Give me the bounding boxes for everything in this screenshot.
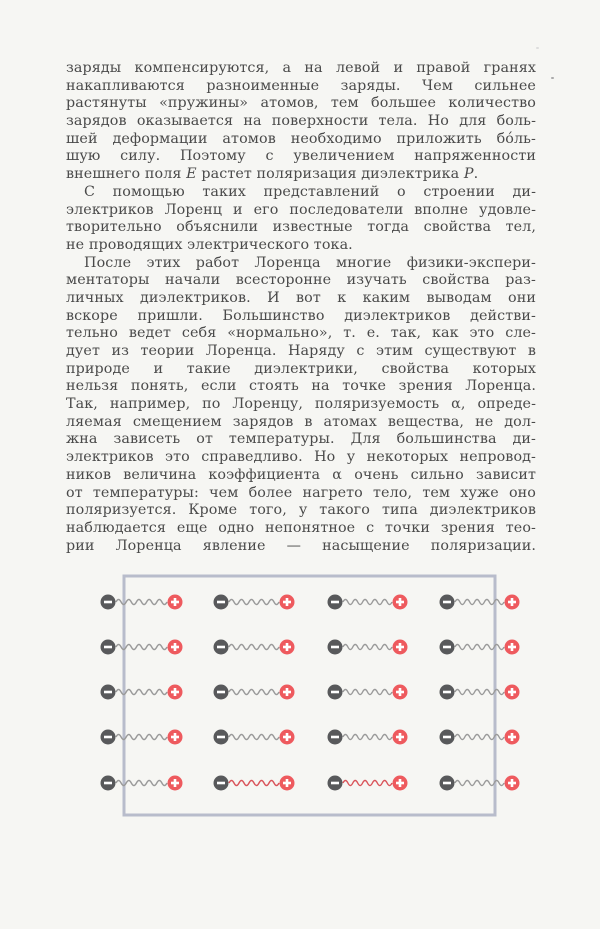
positive-charge-icon — [393, 595, 408, 610]
negative-charge-icon — [328, 730, 343, 745]
spring-icon — [455, 690, 504, 695]
negative-charge-icon — [214, 640, 229, 655]
negative-charge-icon — [328, 640, 343, 655]
polarized-atom — [328, 685, 408, 700]
spring-icon — [229, 600, 279, 605]
polarized-atom — [440, 595, 520, 610]
negative-charge-icon — [101, 595, 116, 610]
page-speck — [551, 77, 554, 79]
text-line: личных диэлектриков. И вот к каким выводам они — [66, 289, 536, 306]
negative-charge-icon — [440, 685, 455, 700]
body-text — [66, 60, 536, 555]
polarized-atom — [328, 640, 408, 655]
text-line: ментаторы начали всесторонне изучать свойства раз- — [66, 272, 536, 289]
negative-charge-icon — [101, 685, 116, 700]
text-line: После этих работ Лоренца многие физики-экспери- — [84, 254, 536, 271]
polarized-atom — [214, 730, 295, 745]
positive-charge-icon — [505, 730, 520, 745]
text-line: природе и такие диэлектрики, свойства которых — [66, 360, 536, 377]
positive-charge-icon — [280, 640, 295, 655]
spring-icon — [343, 645, 392, 650]
positive-charge-icon — [393, 776, 408, 791]
page-speck — [536, 47, 539, 49]
polarized-atom — [214, 640, 295, 655]
polarized-atom — [101, 595, 183, 610]
text-line: вскоре пришли. Большинство диэлектриков действи- — [66, 307, 536, 324]
polarized-atom — [328, 776, 408, 791]
polarized-atom — [101, 730, 183, 745]
text-line: заряды компенсируются, а на левой и правой гранях — [66, 60, 536, 76]
negative-charge-icon — [214, 685, 229, 700]
polarized-atom — [328, 595, 408, 610]
polarized-atom — [440, 640, 520, 655]
positive-charge-icon — [168, 595, 183, 610]
spring-icon — [229, 645, 279, 650]
negative-charge-icon — [440, 730, 455, 745]
polarized-atom — [101, 776, 183, 791]
polarized-atom — [328, 730, 408, 745]
negative-charge-icon — [328, 776, 343, 791]
spring-icon — [343, 690, 392, 695]
polarized-atom — [440, 730, 520, 745]
negative-charge-icon — [440, 776, 455, 791]
polarized-atom — [101, 685, 183, 700]
positive-charge-icon — [505, 640, 520, 655]
negative-charge-icon — [328, 595, 343, 610]
negative-charge-icon — [440, 640, 455, 655]
text-line: шую силу. Поэтому с увеличением напряженности — [66, 148, 536, 165]
positive-charge-icon — [393, 730, 408, 745]
positive-charge-icon — [168, 640, 183, 655]
text-line: ляемая смещением зарядов в атомах вещества, не дол- — [66, 413, 536, 430]
positive-charge-icon — [393, 640, 408, 655]
text-line: нельзя понять, если стоять на точке зрения Лоренца. — [66, 378, 536, 395]
text-line: растянуты «пружины» атомов, тем большее количество — [66, 95, 536, 112]
spring-icon — [116, 735, 167, 740]
spring-icon — [343, 600, 392, 605]
text-line: поляризуется. Кроме того, у такого типа диэлектриков — [66, 502, 536, 519]
text-line: электриков Лоренц и его последователи вполне удовле- — [66, 201, 536, 218]
spring-icon — [343, 781, 392, 786]
spring-icon — [455, 735, 504, 740]
positive-charge-icon — [280, 595, 295, 610]
text-line: Так, например, по Лоренцу, поляризуемость α, опреде- — [66, 396, 536, 413]
positive-charge-icon — [280, 776, 295, 791]
negative-charge-icon — [214, 730, 229, 745]
polarized-atom — [214, 685, 295, 700]
negative-charge-icon — [214, 595, 229, 610]
text-line: ников величина коэффициента α очень сильно зависит — [66, 466, 536, 483]
spring-icon — [455, 600, 504, 605]
negative-charge-icon — [214, 776, 229, 791]
spring-icon — [116, 600, 167, 605]
text-line: С помощью таких представлений о строении ди- — [84, 183, 536, 200]
text-line: шей деформации атомов необходимо приложить бóль- — [66, 130, 536, 147]
text-line: зарядов оказывается на поверхности тела. Но для боль- — [66, 113, 536, 130]
negative-charge-icon — [101, 730, 116, 745]
positive-charge-icon — [505, 595, 520, 610]
text-line: электриков это справедливо. Но у некоторых непровод- — [66, 449, 536, 466]
text-line: рии Лоренца явление — насыщение поляризации. — [66, 537, 536, 554]
positive-charge-icon — [168, 685, 183, 700]
positive-charge-icon — [393, 685, 408, 700]
spring-icon — [343, 735, 392, 740]
spring-icon — [116, 690, 167, 695]
positive-charge-icon — [280, 730, 295, 745]
negative-charge-icon — [328, 685, 343, 700]
spring-icon — [455, 781, 504, 786]
positive-charge-icon — [505, 776, 520, 791]
polarized-atom — [214, 776, 295, 791]
dielectric-slab-outline — [124, 576, 495, 815]
polarized-atom — [214, 595, 295, 610]
spring-icon — [229, 735, 279, 740]
spring-icon — [116, 645, 167, 650]
positive-charge-icon — [280, 685, 295, 700]
text-line: творительно объяснили известные тогда свойства тел, — [66, 219, 536, 236]
text-line: не проводящих электрического тока. — [66, 236, 353, 253]
text-line: от температуры: чем более нагрето тело, тем хуже оно — [66, 484, 536, 501]
spring-icon — [455, 645, 504, 650]
text-line: тельно ведет себя «нормально», т. е. так, как это сле- — [66, 325, 536, 342]
spring-icon — [229, 690, 279, 695]
negative-charge-icon — [101, 776, 116, 791]
positive-charge-icon — [168, 776, 183, 791]
spring-icon — [229, 781, 279, 786]
positive-charge-icon — [168, 730, 183, 745]
polarized-atom — [440, 776, 520, 791]
polarized-atom — [101, 640, 183, 655]
text-line: накапливаются разноименные заряды. Чем сильнее — [66, 77, 536, 94]
positive-charge-icon — [505, 685, 520, 700]
text-line: внешнего поля E растет поляризация диэлектрика P. — [66, 166, 479, 183]
text-line: дует из теории Лоренца. Наряду с этим существуют в — [66, 343, 536, 359]
spring-icon — [116, 781, 167, 786]
negative-charge-icon — [440, 595, 455, 610]
text-line: жна зависеть от температуры. Для большинства ди- — [66, 431, 536, 448]
text-line: наблюдается еще одно непонятное с точки зрения тео- — [66, 519, 536, 536]
negative-charge-icon — [101, 640, 116, 655]
polarized-atom — [440, 685, 520, 700]
